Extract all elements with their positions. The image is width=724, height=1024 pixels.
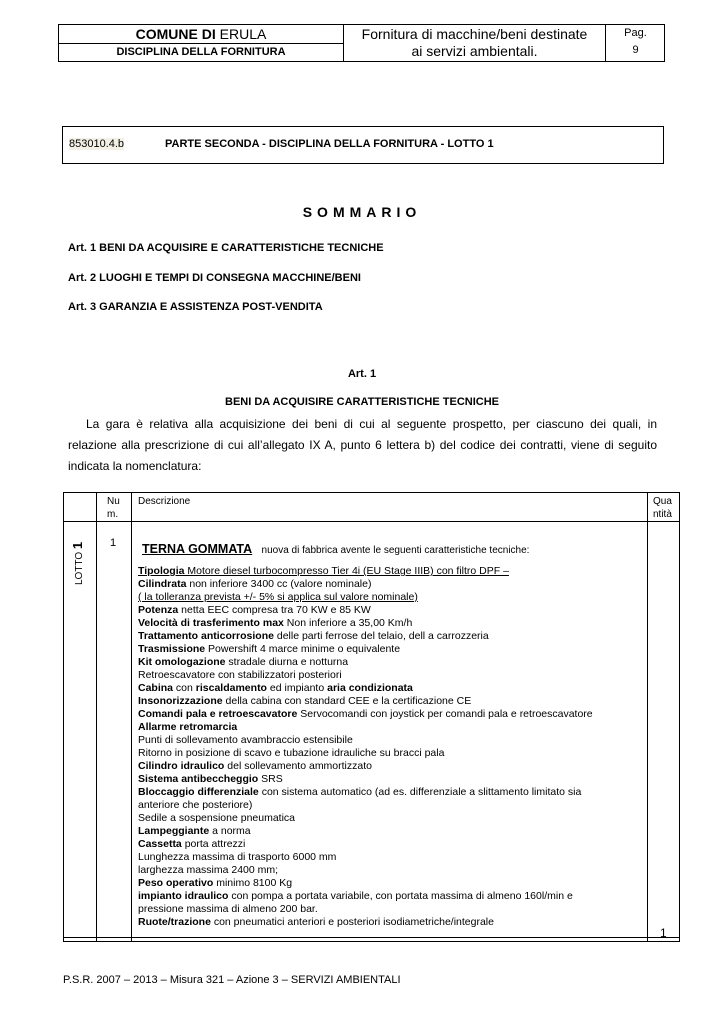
spec-line: Cilindrata non inferiore 3400 cc (valore nominale) — [138, 578, 372, 590]
summary-item-2: Art. 2 LUOGHI E TEMPI DI CONSEGNA MACCHINE/BENI — [68, 272, 361, 284]
municipality-title: COMUNE DI ERULA — [59, 25, 343, 44]
summary-item-3: Art. 3 GARANZIA E ASSISTENZA POST-VENDITA — [68, 301, 323, 313]
spec-line: Ritorno in posizione di scavo e tubazione idrauliche su bracci pala — [138, 747, 445, 759]
spec-line: Tipologia Motore diesel turbocompresso Tier 4i (EU Stage IIIB) con filtro DPF – — [138, 565, 509, 577]
row-number: 1 — [110, 537, 117, 549]
subject-cell: Fornitura di macchine/beni destinate ai servizi ambientali. — [344, 25, 606, 61]
spec-line: Cabina con riscaldamento ed impianto aria condizionata — [138, 682, 413, 694]
spec-line: impianto idraulico con pompa a portata variabile, con portata massima di almeno 160l/min e — [138, 890, 573, 902]
column-header-quantity: Qua ntità — [653, 496, 672, 520]
spec-line: Bloccaggio differenziale con sistema automatico (ad es. differenziale a slittamento limitato sia — [138, 786, 582, 798]
column-header-description: Descrizione — [138, 496, 191, 507]
article-title: BENI DA ACQUISIRE CARATTERISTICHE TECNICHE — [225, 396, 499, 408]
spec-line: Insonorizzazione della cabina con standard CEE e la certificazione CE — [138, 695, 472, 707]
section-box — [62, 126, 664, 164]
column-header-num: Nu m. — [107, 496, 120, 520]
section-title: PARTE SECONDA - DISCIPLINA DELLA FORNITURA - LOTTO 1 — [165, 138, 494, 150]
document-header — [58, 24, 665, 62]
spec-line: Potenza netta EEC compresa tra 70 KW e 85 KW — [138, 604, 371, 616]
article-paragraph: La gara è relativa alla acquisizione dei beni di cui al seguente prospetto, per ciascuno dei quali, in relazione alla prescrizione di cui all’allegato IX A, punto 6 lettera b) del codice dei contratti, viene di seguito indicata la nomenclatura: — [68, 417, 657, 473]
spec-line: Punti di sollevamento avambraccio estensibile — [138, 734, 353, 746]
spec-line: Cilindro idraulico del sollevamento ammortizzato — [138, 760, 372, 772]
spec-line: Lampeggiante a norma — [138, 825, 251, 837]
summary-item-1: Art. 1 BENI DA ACQUISIRE E CARATTERISTICHE TECNICHE — [68, 242, 384, 254]
article-number: Art. 1 — [347, 368, 377, 380]
page-footer: P.S.R. 2007 – 2013 – Misura 321 – Azione 3 – SERVIZI AMBIENTALI — [63, 974, 401, 986]
items-table — [63, 492, 680, 942]
spec-line: Kit omologazione stradale diurna e notturna — [138, 656, 349, 668]
spec-line: larghezza massima 2400 mm; — [138, 864, 279, 876]
spec-list — [138, 565, 658, 929]
spec-line: Retroescavatore con stabilizzatori posteriori — [138, 669, 342, 681]
spec-line: Comandi pala e retroescavatore Servocomandi con joystick per comandi pala e retroescavatore — [138, 708, 593, 720]
spec-line: ( la tolleranza prevista +/- 5% si applica sul valore nominale) — [138, 591, 418, 603]
lotto-label: LOTTO 1 — [70, 541, 85, 585]
page-cell: Pag. 9 — [607, 25, 664, 61]
item-heading: TERNA GOMMATA nuova di fabbrica avente le seguenti caratteristiche tecniche: — [142, 542, 530, 556]
discipline-label: DISCIPLINA DELLA FORNITURA — [116, 46, 286, 58]
spec-line: anteriore che posteriore) — [138, 799, 253, 811]
spec-line: Peso operativo minimo 8100 Kg — [138, 877, 293, 889]
header-left-cell — [59, 25, 344, 61]
spec-line: Sedile a sospensione pneumatica — [138, 812, 296, 824]
spec-line: Allarme retromarcia — [138, 721, 238, 733]
spec-line: Sistema antibeccheggio SRS — [138, 773, 283, 785]
spec-line: Cassetta porta attrezzi — [138, 838, 246, 850]
row-quantity: 1 — [660, 926, 667, 940]
section-code: 853010.4.b — [69, 138, 125, 150]
summary-title: SOMMARIO — [302, 204, 422, 220]
spec-line: Velocità di trasferimento max Non inferiore a 35,00 Km/h — [138, 617, 413, 629]
spec-line: Ruote/trazione con pneumatici anteriori e posteriori isodiametriche/integrale — [138, 916, 494, 928]
spec-line: pressione massima di almeno 200 bar. — [138, 903, 318, 915]
spec-line: Trattamento anticorrosione delle parti ferrose del telaio, dell a carrozzeria — [138, 630, 489, 642]
spec-line: Lunghezza massima di trasporto 6000 mm — [138, 851, 337, 863]
spec-line: Trasmissione Powershift 4 marce minime o equivalente — [138, 643, 401, 655]
page-number: 9 — [632, 44, 639, 56]
